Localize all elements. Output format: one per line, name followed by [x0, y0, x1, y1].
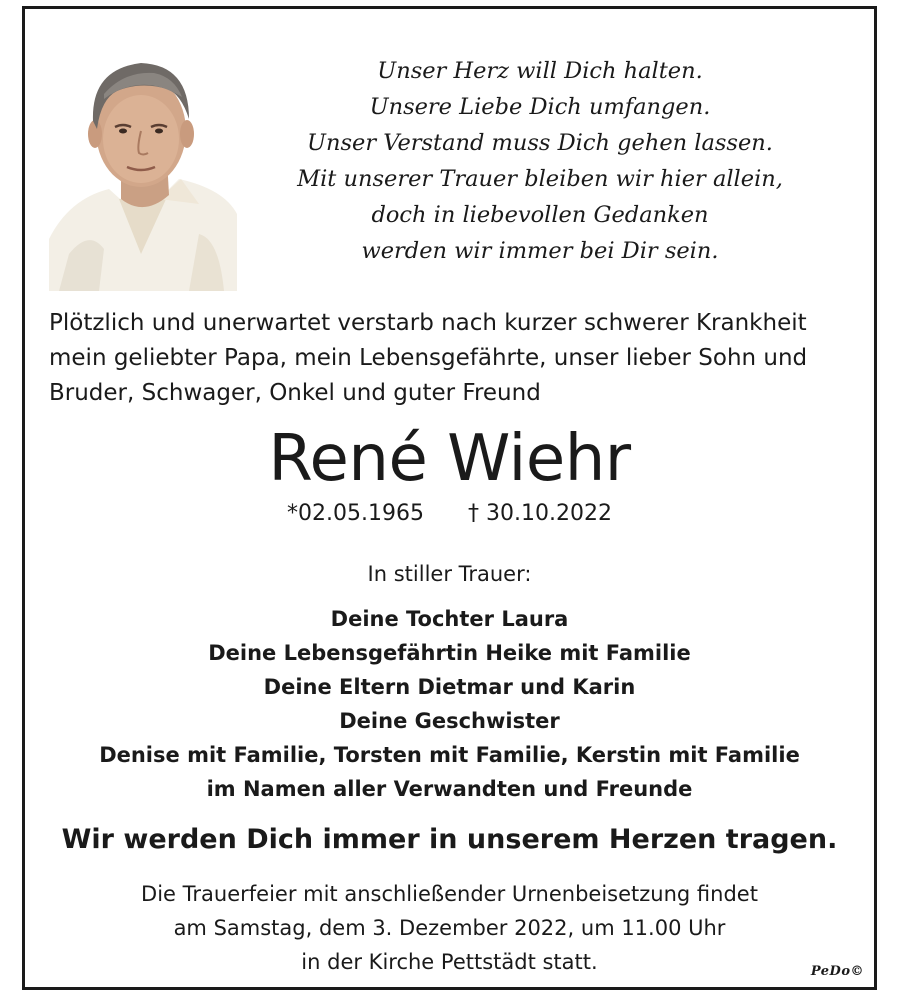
mourner-line: Deine Tochter Laura — [330, 607, 569, 631]
intro-line: mein geliebter Papa, mein Lebensgefährte, unser lieber Sohn und — [49, 345, 808, 371]
mourning-label: In stiller Trauer: — [367, 562, 532, 586]
poem-line: werden wir immer bei Dir sein. — [361, 238, 719, 264]
death-date: † 30.10.2022 — [468, 501, 612, 526]
deceased-name: René Wiehr — [268, 422, 631, 496]
closing-statement: Wir werden Dich immer in unserem Herzen tragen. — [61, 824, 838, 855]
portrait-photo — [49, 39, 237, 291]
mourner-line: im Namen aller Verwandten und Freunde — [206, 777, 693, 801]
intro-line: Plötzlich und unerwartet verstarb nach kurzer schwerer Krankheit — [49, 310, 807, 336]
funeral-line: Die Trauerfeier mit anschließender Urnenbeisetzung findet — [141, 882, 758, 906]
funeral-line: in der Kirche Pettstädt statt. — [301, 950, 598, 974]
mourner-line: Deine Geschwister — [339, 709, 560, 733]
poem — [265, 53, 815, 269]
obituary-frame — [22, 6, 877, 990]
poem-line: Mit unserer Trauer bleiben wir hier allein, — [297, 166, 783, 192]
mourner-line: Denise mit Familie, Torsten mit Familie, Kerstin mit Familie — [99, 743, 800, 767]
mourner-line: Deine Eltern Dietmar und Karin — [263, 675, 636, 699]
intro-line: Bruder, Schwager, Onkel und guter Freund — [49, 380, 541, 406]
funeral-line: am Samstag, dem 3. Dezember 2022, um 11.00 Uhr — [173, 916, 726, 940]
intro-text — [49, 306, 859, 411]
mourners-list — [25, 602, 874, 806]
publisher-logo: PeDo© — [810, 964, 864, 979]
poem-line: Unsere Liebe Dich umfangen. — [369, 94, 711, 120]
life-dates — [25, 499, 874, 529]
poem-line: Unser Herz will Dich halten. — [377, 58, 703, 84]
funeral-info — [25, 877, 874, 979]
poem-line: Unser Verstand muss Dich gehen lassen. — [307, 130, 773, 156]
birth-date: *02.05.1965 — [287, 501, 424, 526]
mourner-line: Deine Lebensgefährtin Heike mit Familie — [208, 641, 691, 665]
poem-line: doch in liebevollen Gedanken — [371, 202, 709, 228]
